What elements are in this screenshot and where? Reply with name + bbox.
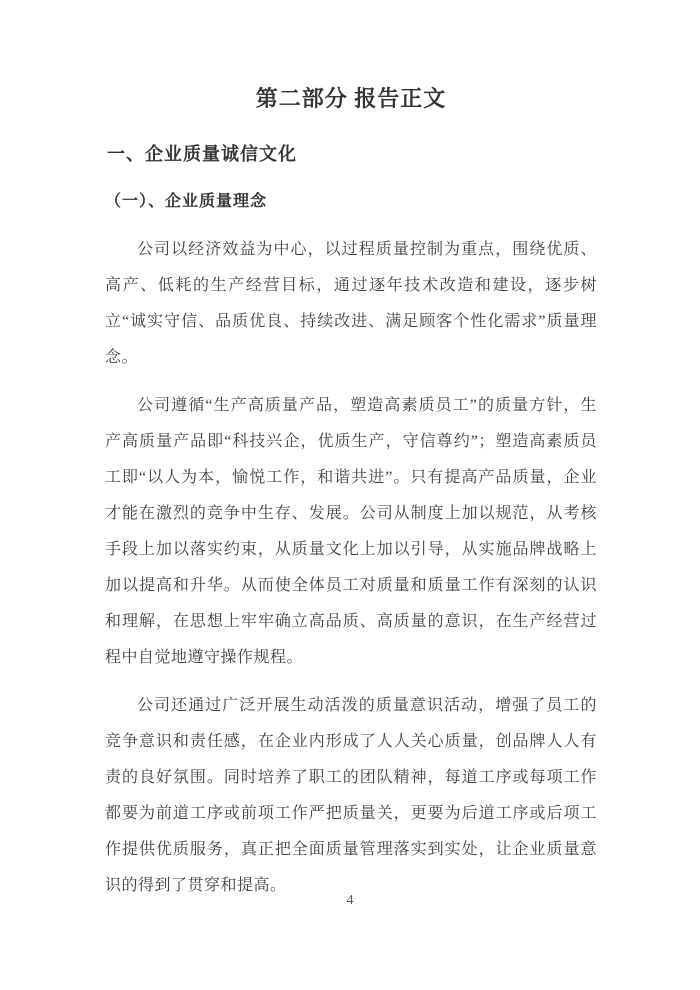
subsection-heading: （一）、企业质量理念 [105, 192, 268, 210]
paragraph-2: 公司遵循“生产高质量产品，塑造高素质员工”的质量方针，生产高质量产品即“科技兴企，优质生产，守信尊约”；塑造高素质员工即“以人为本，愉悦工作，和谐共进”。只有提高产品质量，企业才能在激烈的竞争中生存、发展。公司从制度上加以规范，从考核手段上加以落实约束，从质量文化上加以引导，从实施品牌战略上加以提高和升华。从而使全体员工对质量和质量工作有深刻的认识和理解，在思想上牢牢确立高品质、高质量的意识，在生产经营过程中自觉地遵守操作规程。 [105, 397, 597, 667]
page-number: 4 [346, 893, 354, 908]
section-heading: 一、企业质量诚信文化 [107, 144, 297, 165]
document-title: 第二部分 报告正文 [255, 86, 447, 111]
paragraph-3: 公司还通过广泛开展生动活泼的质量意识活动，增强了员工的竞争意识和责任感，在企业内形成了人人关心质量，创品牌人人有责的良好氛围。同时培养了职工的团队精神，每道工序或每项工作都要为前道工序或前项工作严把质量关，更要为后道工序或后项工作提供优质服务，真正把全面质量管理落实到实处，让企业质量意识的得到了贯穿和提高。 [105, 697, 597, 895]
paragraph-1: 公司以经济效益为中心，以过程质量控制为重点，围绕优质、高产、低耗的生产经营目标，通过逐年技术改造和建设，逐步树立“诚实守信、品质优良、持续改进、满足顾客个性化需求”质量理念。 [105, 241, 597, 367]
